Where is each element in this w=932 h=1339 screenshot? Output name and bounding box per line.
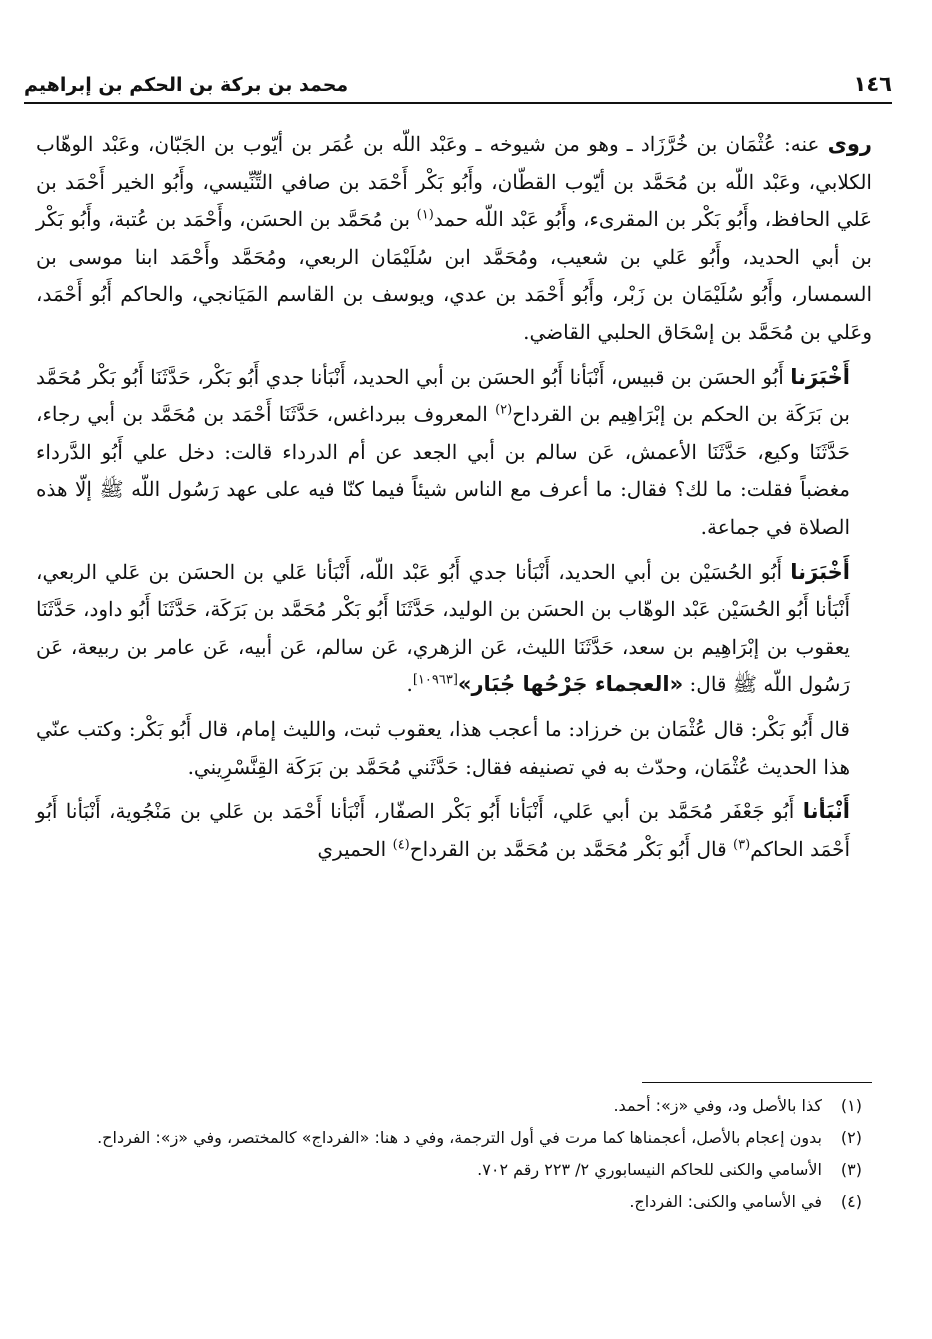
paragraph-text-end: الحميري bbox=[317, 836, 393, 861]
footnote-text: في الأسامي والكنى: الفرداج. bbox=[629, 1192, 822, 1211]
footnote-marker: (٣) bbox=[733, 837, 751, 853]
footnote-text: كذا بالأصل ود، وفي «ز»: أحمد. bbox=[613, 1096, 822, 1115]
paragraph-hadith-3 bbox=[36, 793, 872, 868]
footnote-marker: (٢) bbox=[495, 402, 513, 418]
paragraph-text: قال أَبُو بَكْر: قال عُثْمَان بن خرزاد: ما أعجب هذا، يعقوب ثبت، والليث إمام، قال أَبُو بَكْر: وكتب عنّي هذا الحديث عُثْمَان، وحدّث به في تصنيفه فقال: حَدَّثَني مُحَمَّد بن بَرَكَة القِنَّسْرِيني. bbox=[36, 716, 850, 779]
paragraph-narrators bbox=[36, 126, 872, 352]
paragraph-comment bbox=[36, 711, 872, 786]
running-head: محمد بن بركة بن الحكم بن إبراهيم bbox=[24, 74, 349, 96]
footnote-text: بدون إعجام بالأصل، أعجمناها كما مرت في أول الترجمة، وفي د هنا: «الفرداج» كالمختصر، وفي «ز»: الفرداح. bbox=[97, 1128, 822, 1147]
footnote-number: (٢) bbox=[840, 1128, 862, 1147]
paragraph-hadith-1 bbox=[36, 359, 872, 547]
paragraph-text: عنه: عُثْمَان بن خُرَّزَاد ـ وهو من شيوخه ـ وعَبْد اللّه بن عُمَر بن أيّوب بن الجَبّان، وعَبْد الوهّاب الكلابي، وعَبْد اللّه بن مُحَمَّد بن أيّوب القطّان، وأَبُو بَكْر أَحْمَد بن صافي التِّنِّيسي، وأَبُو الخير أَحْمَد بن عَلي الحافظ، وأَبُو بَكْر بن المقرىء، وأَبُو عَبْد اللّه حمد bbox=[36, 132, 872, 232]
page-header bbox=[24, 58, 892, 104]
paragraph-keyword: روى bbox=[827, 132, 872, 156]
paragraph-text: أَبُو الحسَن بن قبيس، أَنْبَأنا أَبُو الحسَن بن أبي الحديد، أَنْبَأنا جدي أَبُو بَكْر، حَدَّثَنَا أَبُو بَكْر مُحَمَّد بن بَرَكَة بن الحكم بن إبْرَاهِيم بن القرداح bbox=[36, 364, 850, 427]
paragraph-keyword: أَنْبَأنا bbox=[802, 799, 850, 824]
paragraph-text-continued: المعروف ببرداغس، حَدَّثَنَا أَحْمَد بن مُحَمَّد بن أبي رجاء، حَدَّثَنَا وكيع، حَدَّثَنَا الأعمش، عَن سالم بن أبي الجعد عن أم الدرداء قالت: دخل علي أَبُو الدَّرداء مغضباً فقلت: ما لك؟ فقال: ما أعرف مع الناس شيئاً فيما كنّا فيه على عهد رَسُول اللّه ﷺ إلّا هذه الصلاة في جماعة. bbox=[36, 402, 851, 539]
footnote-text: الأسامي والكنى للحاكم النيسابوري ٢/ ٢٢٣ رقم ٧٠٢. bbox=[477, 1160, 822, 1179]
footnote-item bbox=[70, 1188, 862, 1215]
paragraph-keyword: أَخْبَرَنا bbox=[790, 364, 850, 389]
hadith-reference: [١٠٩٦٣] bbox=[412, 672, 458, 688]
footnote-marker: (٤) bbox=[392, 837, 410, 853]
footnote-number: (٣) bbox=[840, 1160, 862, 1179]
footnote-marker: (١) bbox=[416, 207, 434, 223]
paragraph-text-continued: بن مُحَمَّد بن الحسَن، وأَحْمَد بن عُتبة، وأَبُو بَكْر بن أبي الحديد، وأَبُو عَلي بن شعيب، ومُحَمَّد ابن سُلَيْمَان الربعي، ومُحَمَّد وأَحْمَد ابنا موسى بن السمسار، وأَبُو سُلَيْمَان بن زَبْر، وأَبُو أَحْمَد بن عدي، ويوسف بن القاسم المَيَانجي، والحاكم أَبُو أَحْمَد، وعَلي بن مُحَمَّد بن إسْحَاق الحلبي القاضي. bbox=[36, 207, 873, 344]
footnote-number: (١) bbox=[840, 1096, 862, 1115]
paragraph-text: أَبُو جَعْفَر مُحَمَّد بن أبي عَلي، أَنْبَأنا أَبُو بَكْر الصفّار، أَنْبَأنا أَحْمَد بن عَلي بن مَنْجُوية، أَنْبَأنا أَبُو أَحْمَد الحاكم bbox=[36, 799, 850, 861]
footnote-item bbox=[70, 1124, 862, 1151]
footnote-item bbox=[70, 1156, 862, 1183]
paragraph-hadith-2 bbox=[36, 554, 872, 704]
page-number: ١٤٦ bbox=[853, 72, 892, 96]
footnotes bbox=[70, 1092, 862, 1220]
paragraph-keyword: أَخْبَرَنا bbox=[790, 559, 851, 584]
footnote-number: (٤) bbox=[840, 1192, 862, 1211]
paragraph-text: أَبُو الحُسَيْن بن أبي الحديد، أَنْبَأنا جدي أَبُو عَبْد اللّه، أَنْبَأنا عَلي بن الحسَن بن عَلي الربعي، أَنْبَأنا أَبُو الحُسَيْن عَبْد الوهّاب بن الحسَن بن الوليد، حَدَّثَنَا أَبُو بَكْر مُحَمَّد بن بَرَكَة، حَدَّثَنَا أَبُو داود، حَدَّثَنَا يعقوب بن إبْرَاهِيم بن سعد، حَدَّثَنَا الليث، عَن الزهري، عَن سالم، عَن أبيه، عَن عامر بن ربيعة، عَن رَسُول اللّه ﷺ قال: bbox=[36, 559, 850, 697]
paragraph-text-continued: قال أَبُو بَكْر مُحَمَّد بن مُحَمَّد بن القرداح bbox=[409, 836, 734, 861]
footnote-item bbox=[70, 1092, 862, 1119]
main-text bbox=[36, 126, 872, 875]
footnote-divider bbox=[642, 1082, 872, 1083]
hadith-quote: «العجماء جَرْحُها جُبَار» bbox=[457, 672, 684, 697]
paragraph-text-continued: . bbox=[406, 672, 413, 697]
